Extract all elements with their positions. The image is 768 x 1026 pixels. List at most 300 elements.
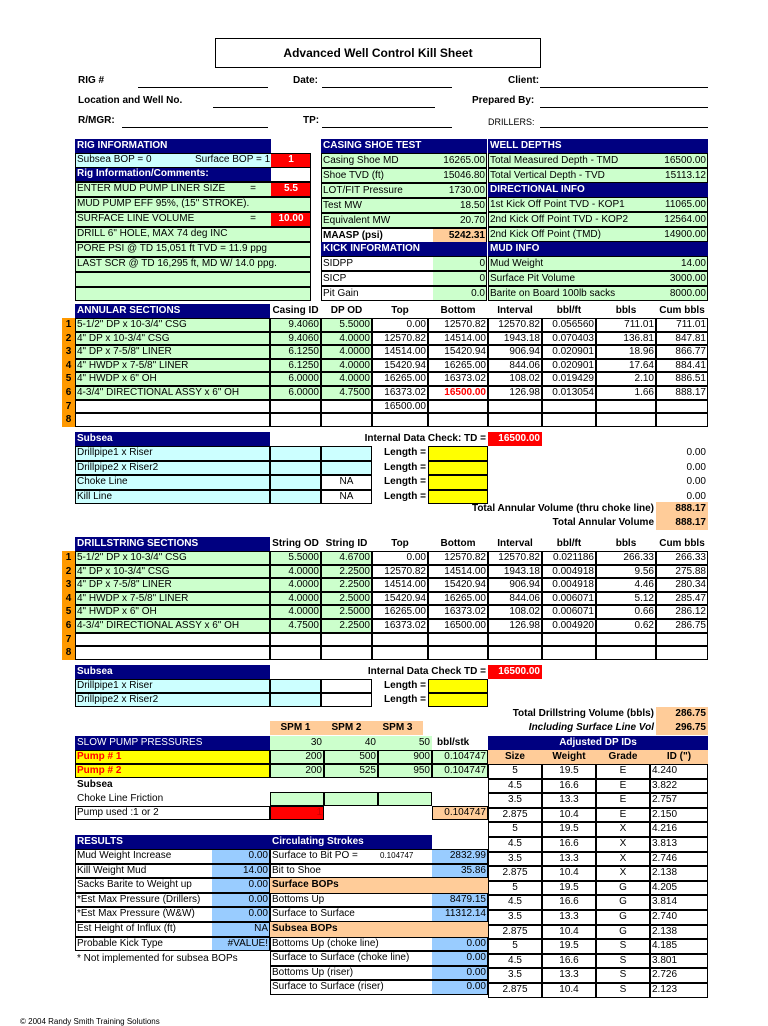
dp-ids-column: Size [488, 750, 542, 764]
casing-label: MAASP (psi) [321, 228, 433, 243]
cell-border [428, 372, 488, 386]
cell-border [428, 679, 488, 693]
casing-value[interactable]: 16265.00 [433, 153, 487, 168]
section-description[interactable]: 4" DP x 10-3/4" CSG [75, 565, 270, 579]
column-header: String ID [321, 537, 372, 551]
cell-border [488, 779, 542, 794]
cell-border [75, 272, 311, 287]
section-value: 16265.00 [428, 359, 488, 373]
cell-border [488, 551, 542, 565]
column-header: DP OD [321, 304, 372, 318]
section-value[interactable]: 2.5000 [321, 592, 372, 606]
section-description[interactable]: 4" DP x 7-5/8" LINER [75, 578, 270, 592]
cell-border [428, 551, 488, 565]
pump-pressure[interactable]: 500 [324, 750, 378, 764]
surface-bop-label: Bottoms Up [272, 893, 325, 905]
section-value: 16373.02 [372, 619, 428, 633]
cell-border [270, 646, 321, 660]
subsea-bbls: 0.00 [686, 447, 706, 458]
cell-border [656, 619, 708, 633]
mud-header: MUD INFO [488, 242, 708, 256]
column-header: Casing ID [270, 304, 321, 318]
cell-border [542, 881, 596, 896]
cell-border [596, 793, 650, 808]
cell-border [270, 565, 321, 579]
cell-border [270, 792, 324, 806]
directional-label: 2nd Kick Off Point (TMD) [488, 227, 656, 242]
cell-border [428, 318, 488, 332]
section-value[interactable]: 2.2500 [321, 578, 372, 592]
cell-border [75, 461, 270, 476]
cell-border [75, 619, 270, 633]
pump-pressure[interactable]: 200 [270, 750, 324, 764]
cell-border [75, 750, 270, 764]
strokes-header: Circulating Strokes [270, 835, 432, 849]
cell-border [321, 228, 487, 243]
section-value[interactable]: 6.1250 [270, 345, 321, 359]
cell-border [596, 592, 656, 606]
surface-line-input[interactable]: 10.00 [271, 212, 311, 226]
dp-ids-value: 2.875 [502, 984, 528, 995]
cell-border [488, 822, 542, 837]
cell-border [596, 954, 650, 969]
cell-border [428, 592, 488, 606]
row-number: 4 [62, 592, 75, 606]
cell-border [656, 605, 708, 619]
kick-value[interactable]: 0 [433, 271, 487, 286]
section-value: 12570.82 [488, 318, 542, 332]
result-value: 14.00 [212, 864, 270, 879]
cell-border [321, 446, 372, 461]
directional-value[interactable]: 14900.00 [656, 227, 708, 242]
dp-ids-column: Grade [596, 750, 650, 764]
cell-border [488, 605, 542, 619]
cell-border [75, 413, 270, 427]
cell-border [596, 646, 656, 660]
cell-border [542, 808, 596, 823]
total-annular-label: Total Annular Volume [552, 517, 654, 528]
cell-border [75, 578, 270, 592]
subsea-bop-value: 0.00 [432, 951, 488, 966]
comment-line: PORE PSI @ TD 15,051 ft TVD = 11.9 ppg [75, 242, 311, 256]
rig-info-header: RIG INFORMATION [75, 139, 271, 153]
dp-ids-value: 2.138 [652, 925, 678, 937]
cell-border [656, 413, 708, 427]
section-value[interactable]: 4.0000 [270, 578, 321, 592]
cell-border [270, 893, 488, 908]
dp-ids-value: E [619, 765, 627, 776]
section-value: 0.019429 [542, 372, 596, 386]
section-value: 15420.94 [428, 345, 488, 359]
mud-value[interactable]: 14.00 [656, 256, 708, 271]
section-value: 16373.02 [428, 372, 488, 386]
section-value[interactable]: 4.6700 [321, 551, 372, 565]
row-number: 6 [62, 619, 75, 633]
cell-border [75, 345, 270, 359]
cell-border [428, 345, 488, 359]
dp-ids-value: 13.3 [559, 852, 579, 864]
spm-header: SPM 1 [270, 721, 321, 735]
location-label: Location and Well No. [78, 95, 183, 106]
mud-value[interactable]: 3000.00 [656, 271, 708, 286]
prepared-label: Prepared By: [472, 95, 535, 106]
section-value: 266.33 [596, 551, 656, 565]
cell-border [596, 318, 656, 332]
cell-border [428, 475, 488, 490]
cell-border [488, 359, 542, 373]
section-value[interactable]: 4.0000 [270, 565, 321, 579]
cell-border [75, 167, 311, 182]
pump-pressure[interactable]: 950 [378, 764, 432, 778]
result-value: 0.00 [212, 849, 270, 864]
cell-border [75, 490, 270, 505]
cell-border [75, 565, 270, 579]
length-label: Length = [384, 447, 426, 458]
cell-border [75, 197, 311, 212]
section-value[interactable]: 9.4060 [270, 318, 321, 332]
spm-value[interactable]: 40 [324, 736, 378, 750]
column-header: DRILLSTRING SECTIONS [75, 537, 270, 551]
result-label: Sacks Barite to Weight up [77, 879, 192, 891]
cell-border [321, 153, 487, 168]
depth-label: Total Vertical Depth - TVD [488, 168, 656, 183]
length-label: Length = [384, 694, 426, 705]
cell-border [321, 168, 487, 183]
section-value[interactable]: 4.7500 [270, 619, 321, 633]
slow-pump-header: SLOW PUMP PRESSURES [75, 736, 270, 750]
dp-ids-value: 2.150 [652, 808, 678, 820]
cell-border [432, 806, 488, 820]
dp-ids-value: G [619, 881, 627, 893]
pump-used-input[interactable]: 1 [270, 806, 324, 820]
section-description[interactable]: 4" HWDP x 7-5/8" LINER [75, 359, 270, 373]
section-value: 14514.00 [428, 565, 488, 579]
section-description[interactable]: 4-3/4" DIRECTIONAL ASSY x 6" OH [75, 619, 270, 633]
section-value[interactable]: 4.0000 [270, 592, 321, 606]
total-drillstring-label: Total Drillstring Volume (bbls) [512, 708, 654, 719]
section-description[interactable]: 4" DP x 10-3/4" CSG [75, 332, 270, 346]
section-value: 1943.18 [488, 565, 542, 579]
cell-border [542, 968, 596, 983]
directional-value[interactable]: 11065.00 [656, 197, 708, 212]
cell-border [542, 983, 596, 998]
cell-border [321, 271, 487, 286]
date-label: Date: [293, 75, 319, 86]
casing-value[interactable]: 18.50 [433, 198, 487, 213]
section-description[interactable]: 4" HWDP x 7-5/8" LINER [75, 592, 270, 606]
column-header: bbls [596, 537, 656, 551]
cell-border [650, 852, 708, 867]
section-value[interactable]: 6.0000 [270, 372, 321, 386]
cell-border [372, 359, 428, 373]
result-label: Kill Weight Mud [77, 864, 147, 876]
section-description[interactable]: 4-3/4" DIRECTIONAL ASSY x 6" OH [75, 386, 270, 400]
underline [138, 87, 268, 88]
cell-border [428, 400, 488, 414]
section-description[interactable]: 5-1/2" DP x 10-3/4" CSG [75, 318, 270, 332]
cell-border [75, 318, 270, 332]
dp-ids-value: 2.875 [502, 867, 528, 879]
casing-value[interactable]: 1730.00 [433, 183, 487, 198]
section-description[interactable]: 4" HWDP x 6" OH [75, 372, 270, 386]
section-description[interactable]: 4" HWDP x 6" OH [75, 605, 270, 619]
cell-border [75, 646, 270, 660]
cell-border [596, 983, 650, 998]
cell-border [321, 679, 372, 693]
column-header: Bottom [428, 304, 488, 318]
section-value: 126.98 [488, 619, 542, 633]
cell-border [372, 345, 428, 359]
cell-border [542, 925, 596, 940]
cell-border [270, 592, 321, 606]
cell-border [656, 386, 708, 400]
cell-border [542, 619, 596, 633]
kick-value[interactable]: 0 [433, 256, 487, 271]
cell-border [650, 895, 708, 910]
length-label: Length = [384, 476, 426, 487]
result-label: Probable Kick Type [77, 937, 163, 949]
cell-border [596, 852, 650, 867]
subsea-bop-label: Surface to Surface (riser) [272, 981, 384, 993]
casing-label: LOT/FIT Pressure [321, 183, 433, 198]
liner-size-input[interactable]: 5.5 [271, 182, 311, 196]
cell-border [75, 864, 270, 879]
cell-border [596, 551, 656, 565]
rmgr-label: R/MGR: [78, 115, 115, 126]
subsea-label: Drillpipe1 x Riser [75, 446, 270, 461]
section-value: 14514.00 [428, 332, 488, 346]
dp-ids-value: G [619, 896, 627, 908]
cell-border [596, 386, 656, 400]
section-value: 16265.00 [372, 605, 428, 619]
dp-ids-value: 13.3 [559, 911, 579, 922]
cell-border [542, 413, 596, 427]
underline [540, 107, 708, 108]
result-value: 0.00 [212, 907, 270, 922]
dp-ids-value: 4.5 [508, 779, 522, 791]
section-description[interactable]: 5-1/2" DP x 10-3/4" CSG [75, 551, 270, 565]
pump-pressure[interactable]: 200 [270, 764, 324, 778]
cell-border [488, 939, 542, 954]
depth-value[interactable]: 15113.12 [656, 168, 708, 183]
surface-line-label: SURFACE LINE VOLUME [75, 212, 235, 226]
result-label: Mud Weight Increase [77, 850, 172, 861]
cell-border [75, 332, 270, 346]
cell-border [372, 592, 428, 606]
section-value: 15420.94 [428, 578, 488, 592]
section-value[interactable]: 5.5000 [321, 318, 372, 332]
section-value[interactable]: 2.5000 [321, 605, 372, 619]
dp-ids-value: 4.216 [652, 823, 678, 835]
bit-to-shoe-value: 35.86 [432, 864, 488, 879]
section-value: 12570.82 [372, 332, 428, 346]
section-value: 12570.82 [428, 318, 488, 332]
section-value[interactable]: 4.7500 [321, 386, 372, 400]
dp-ids-value: S [619, 969, 627, 981]
cell-border [75, 764, 270, 778]
section-description[interactable]: 4" DP x 7-5/8" LINER [75, 345, 270, 359]
section-value[interactable]: 6.0000 [270, 386, 321, 400]
section-value[interactable]: 4.0000 [321, 332, 372, 346]
dp-ids-value: E [619, 794, 627, 806]
cell-border [596, 359, 656, 373]
cell-border [270, 864, 488, 879]
dp-ids-value: 4.240 [652, 765, 678, 776]
pump-pressure[interactable]: 900 [378, 750, 432, 764]
cell-border [270, 475, 321, 490]
spm-value[interactable]: 30 [270, 736, 324, 750]
section-value[interactable]: 6.1250 [270, 359, 321, 373]
row-number: 5 [62, 605, 75, 619]
section-value: 847.81 [656, 332, 708, 346]
cell-border [321, 198, 487, 213]
dp-ids-value: S [619, 984, 627, 995]
cell-border [75, 592, 270, 606]
cell-border [432, 764, 488, 778]
column-header: ANNULAR SECTIONS [75, 304, 270, 318]
cell-border [488, 318, 542, 332]
cell-border [321, 619, 372, 633]
including-surface: 296.75 [656, 721, 708, 735]
dp-ids-value: 19.5 [559, 940, 579, 952]
cell-border [321, 345, 372, 359]
dp-ids-value: 2.746 [652, 852, 678, 864]
cell-border [542, 318, 596, 332]
surface-bop-value: 8479.15 [432, 893, 488, 908]
kick-header: KICK INFORMATION [321, 242, 487, 256]
cell-border [656, 359, 708, 373]
cell-border [75, 153, 311, 168]
spm-value[interactable]: 50 [378, 736, 432, 750]
section-value: 15420.94 [372, 359, 428, 373]
cell-border [321, 490, 372, 505]
length-label: Length = [384, 490, 426, 502]
bbl-stk-value: 0.104747 [432, 750, 488, 764]
pump-used-bbl: 0.104747 [432, 806, 488, 820]
cell-border [542, 895, 596, 910]
cell-border [488, 633, 542, 647]
subsea-bop-label: Bottoms Up (riser) [272, 966, 354, 978]
underline [540, 87, 708, 88]
cell-border [542, 551, 596, 565]
dp-ids-value: X [619, 852, 627, 864]
cell-border [488, 271, 708, 286]
cell-border [650, 866, 708, 881]
directional-value[interactable]: 12564.00 [656, 212, 708, 227]
surface-bop-label: Surface to Surface [272, 908, 355, 920]
cell-border [270, 318, 321, 332]
dp-ids-value: 3.801 [652, 954, 678, 966]
dp-ids-column: Weight [542, 750, 596, 764]
cell-border [321, 592, 372, 606]
cell-border [75, 400, 270, 414]
row-number: 8 [62, 413, 75, 427]
cell-border [321, 286, 487, 301]
dp-ids-value: G [619, 925, 627, 937]
pump-pressure[interactable]: 525 [324, 764, 378, 778]
cell-border [270, 359, 321, 373]
section-value[interactable]: 9.4060 [270, 332, 321, 346]
cell-border [488, 565, 542, 579]
cell-border [372, 551, 428, 565]
section-value[interactable]: 4.0000 [321, 372, 372, 386]
cell-border [75, 806, 270, 820]
dp-ids-value: 3.5 [508, 911, 522, 922]
casing-label: Shoe TVD (ft) [321, 168, 433, 183]
subsea-bop-value: 0.00 [432, 937, 488, 952]
cell-border [270, 849, 488, 864]
dp-ids-value: 16.6 [559, 779, 579, 791]
cell-border [542, 345, 596, 359]
kick-label: Pit Gain [323, 288, 359, 299]
section-value: 126.98 [488, 386, 542, 400]
underline [322, 87, 452, 88]
cell-border [656, 345, 708, 359]
section-value[interactable]: 2.2500 [321, 619, 372, 633]
section-value: 0.013054 [542, 386, 596, 400]
section-value[interactable]: 4.0000 [321, 345, 372, 359]
bbl-stk-header: bbl/stk [437, 737, 470, 748]
section-value[interactable]: 4.0000 [270, 605, 321, 619]
cell-border [270, 332, 321, 346]
cell-border [488, 895, 542, 910]
section-value: 0.021186 [542, 551, 596, 565]
kick-value[interactable]: 0.0 [433, 286, 487, 301]
dp-ids-value: 16.6 [559, 954, 579, 966]
dp-ids-value: 2.740 [652, 911, 678, 922]
cell-border [428, 633, 488, 647]
rig-label: RIG # [78, 75, 105, 86]
section-value: 0.00 [372, 318, 428, 332]
cell-border [596, 400, 656, 414]
cell-border [650, 910, 708, 925]
section-value[interactable]: 2.2500 [321, 565, 372, 579]
cell-border [542, 793, 596, 808]
casing-value: 20.70 [433, 213, 487, 228]
cell-border [656, 332, 708, 346]
section-value[interactable]: 4.0000 [321, 359, 372, 373]
cell-border [75, 372, 270, 386]
section-value: 15420.94 [372, 592, 428, 606]
cell-border [596, 925, 650, 940]
result-label: *Est Max Pressure (W&W) [77, 908, 195, 920]
cell-border [372, 386, 428, 400]
result-value: 0.00 [212, 893, 270, 908]
casing-value[interactable]: 15046.80 [433, 168, 487, 183]
dp-ids-header: Adjusted DP IDs [488, 736, 708, 750]
cell-border [270, 693, 321, 707]
data-check-value: 16500.00 [488, 432, 542, 446]
cell-border [656, 318, 708, 332]
subsea-bop-label: Surface to Surface (choke line) [272, 952, 410, 964]
cell-border [75, 878, 270, 893]
cell-border [372, 578, 428, 592]
eq: = [235, 212, 271, 226]
bop-input[interactable]: 1 [271, 153, 311, 167]
cell-border [488, 881, 542, 896]
cell-border [324, 750, 378, 764]
cell-border [488, 197, 708, 212]
dp-ids-value: 13.3 [559, 794, 579, 806]
section-value[interactable]: 5.5000 [270, 551, 321, 565]
mud-value[interactable]: 8000.00 [656, 286, 708, 301]
spm-header: SPM 2 [321, 721, 372, 735]
dp-ids-value: 2.138 [652, 867, 678, 879]
cell-border [270, 461, 321, 476]
depth-value[interactable]: 16500.00 [656, 153, 708, 168]
subsea-label: Subsea [77, 779, 113, 790]
cell-border [488, 227, 708, 242]
